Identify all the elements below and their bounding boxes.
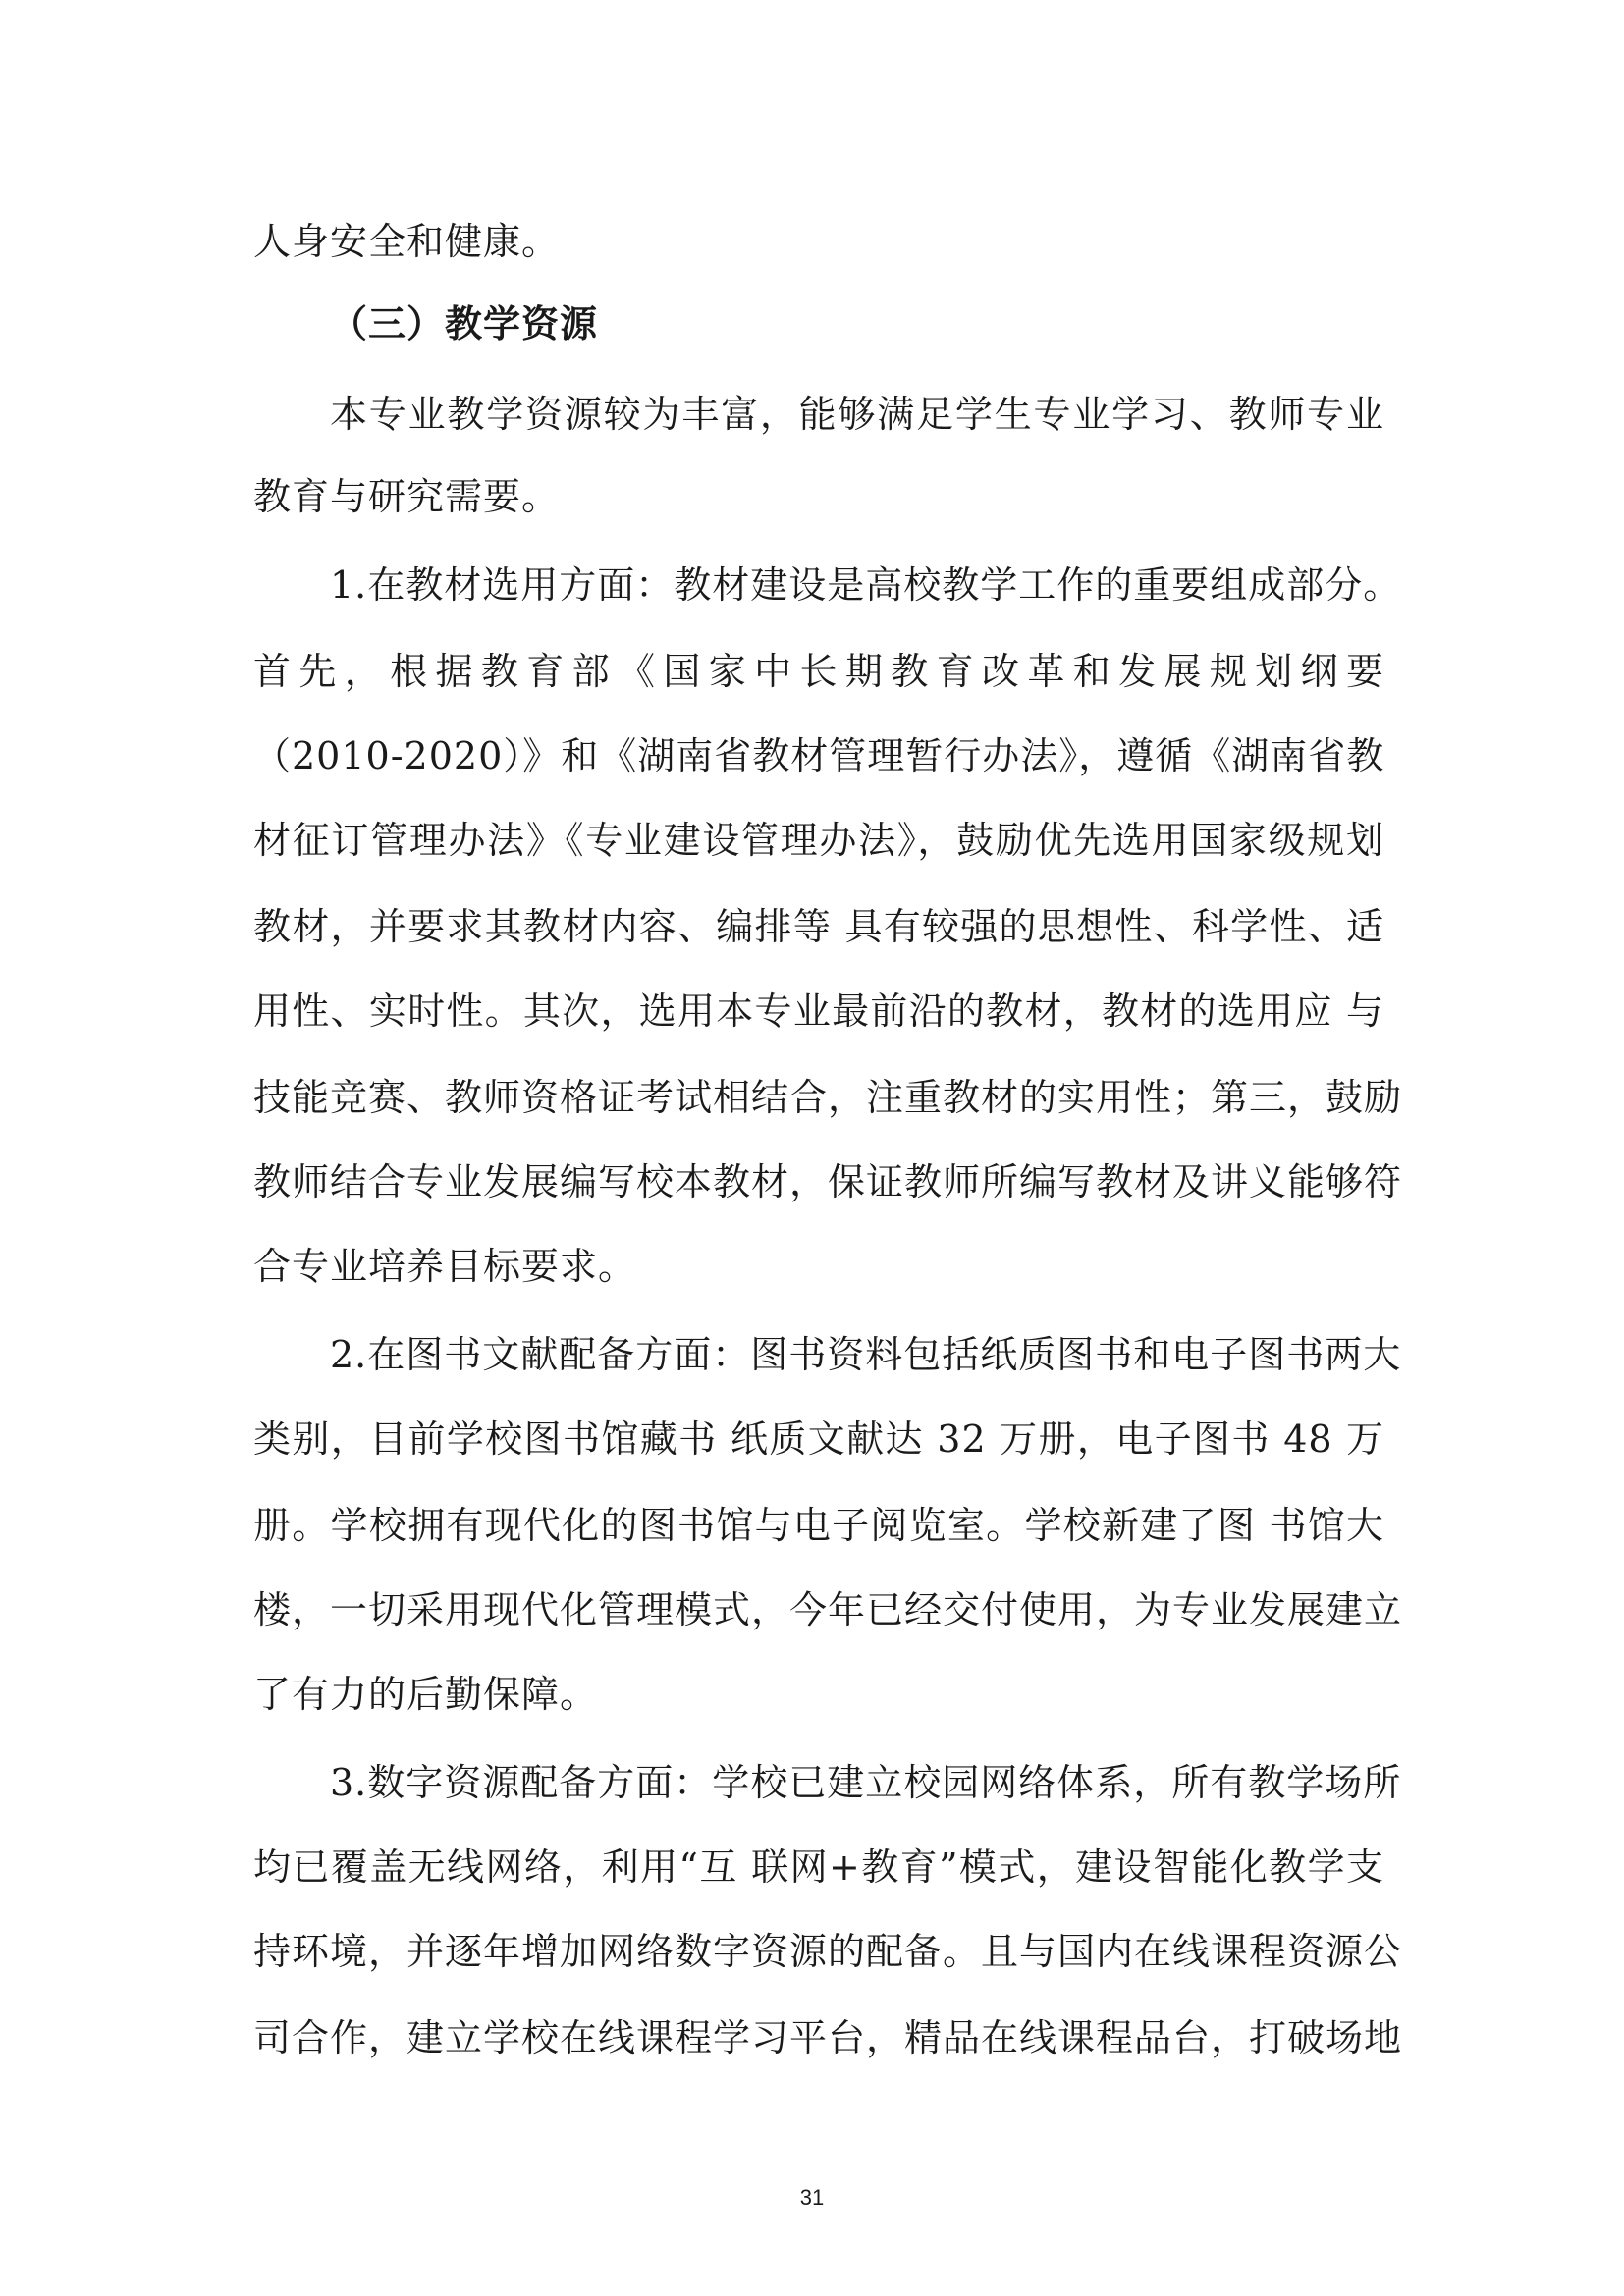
text-line: 了有力的后勤保障。 [253, 1673, 599, 1716]
text-line: 司合作，建立学校在线课程学习平台，精品在线课程品台，打破场地 [253, 2016, 1403, 2059]
text-line: 教师结合专业发展编写校本教材，保证教师所编写教材及讲义能够符 [253, 1160, 1403, 1203]
text-line: 教育与研究需要。 [253, 475, 561, 518]
text-line: 合专业培养目标要求。 [253, 1245, 637, 1288]
text-line: 材征订管理办法》《专业建设管理办法》，鼓励优先选用国家级规划 [253, 819, 1384, 862]
text-line: 首先，根据教育部《国家中长期教育改革和发展规划纲要 [253, 650, 1384, 693]
text-line: 2.在图书文献配备方面：图书资料包括纸质图书和电子图书两大 [330, 1333, 1402, 1376]
text-line: 本专业教学资源较为丰富，能够满足学生专业学习、教师专业 [330, 393, 1384, 436]
text-line: 技能竞赛、教师资格证考试相结合，注重教材的实用性；第三，鼓励 [253, 1076, 1403, 1119]
text-line: 教材，并要求其教材内容、编排等 具有较强的思想性、科学性、适 [253, 905, 1384, 948]
text-line: 3.数字资源配备方面：学校已建立校园网络体系，所有教学场所 [330, 1761, 1402, 1804]
text-line: 持环境，并逐年增加网络数字资源的配备。且与国内在线课程资源公 [253, 1930, 1403, 1973]
text-line: 人身安全和健康。 [253, 220, 561, 263]
section-heading: （三）教学资源 [330, 301, 599, 346]
text-line: （2010-2020）》和《湖南省教材管理暂行办法》，遵循《湖南省教 [253, 734, 1385, 777]
text-line: 类别，目前学校图书馆藏书 纸质文献达 32 万册，电子图书 48 万 [253, 1417, 1384, 1461]
page-number: 31 [799, 2185, 825, 2210]
text-line: 册。学校拥有现代化的图书馆与电子阅览室。学校新建了图 书馆大 [253, 1504, 1384, 1547]
text-line: 1.在教材选用方面：教材建设是高校教学工作的重要组成部分。 [330, 563, 1402, 607]
text-line: 均已覆盖无线网络，利用“互 联网+教育”模式，建设智能化教学支 [253, 1845, 1384, 1889]
text-line: 用性、实时性。其次，选用本专业最前沿的教材，教材的选用应 与 [253, 989, 1384, 1033]
text-line: 楼，一切采用现代化管理模式，今年已经交付使用，为专业发展建立 [253, 1588, 1403, 1631]
